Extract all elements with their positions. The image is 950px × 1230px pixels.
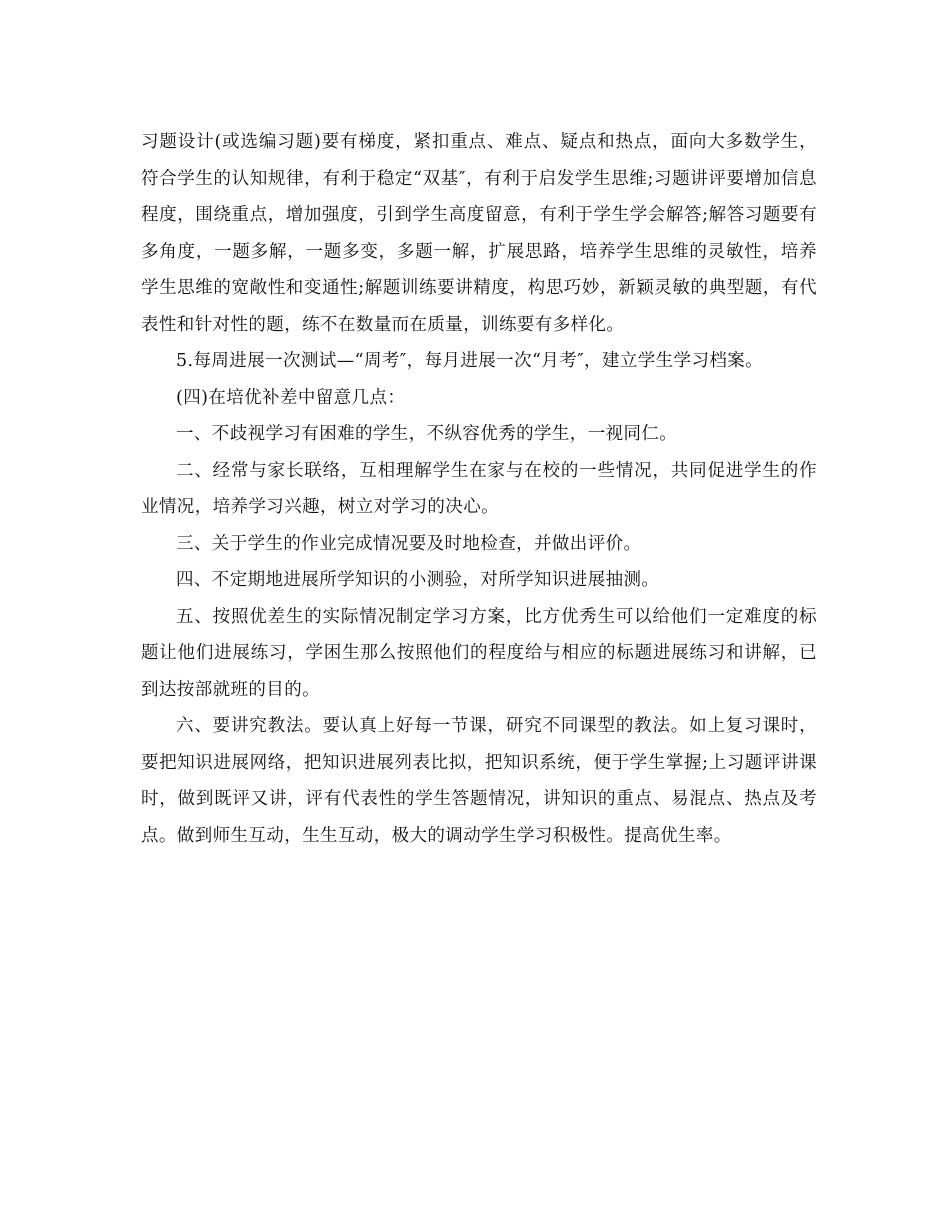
paragraph-point-six: 六、要讲究教法。要认真上好每一节课，研究不同课型的教法。如上复习课时，要把知识进展网络，把知识进展列表比拟，把知识系统，便于学生掌握;上习题评讲课时，做到既评又讲，评有代表性的学生答题情况，讲知识的重点、易混点、热点及考点。做到师生互动，生生互动，极大的调动学生学习积极性。提高优生率。 xyxy=(141,716,817,846)
paragraph-exercise-design: 习题设计(或选编习题)要有梯度，紧扣重点、难点、疑点和热点，面向大多数学生，符合学生的认知规律，有利于稳定“双基″，有利于启发学生思维;习题讲评要增加信息程度，围绕重点，增加强度，引到学生高度留意，有利于学生学会解答;解答习题要有多角度，一题多解，一题多变，多题一解，扩展思路，培养学生思维的灵敏性，培养学生思维的宽敞性和变通性;解题训练要讲精度，构思巧妙，新颖灵敏的典型题，有代表性和针对性的题，练不在数量而在质量，训练要有多样化。 xyxy=(141,132,817,335)
paragraph-weekly-test: 5.每周进展一次测试—“周考″，每月进展一次“月考″，建立学生学习档案。 xyxy=(176,351,764,371)
paragraph-point-four: 四、不定期地进展所学知识的小测验，对所学知识进展抽测。 xyxy=(176,570,660,590)
paragraph-section-heading: (四)在培优补差中留意几点： xyxy=(176,387,406,408)
paragraph-point-two: 二、经常与家长联络，互相理解学生在家与在校的一些情况，共同促进学生的作业情况，培养学习兴趣，树立对学习的决心。 xyxy=(141,460,817,517)
paragraph-point-three: 三、关于学生的作业完成情况要及时地检查，并做出评价。 xyxy=(176,533,642,554)
paragraph-point-five: 五、按照优差生的实际情况制定学习方案，比方优秀生可以给他们一定难度的标题让他们进展练习，学困生那么按照他们的程度给与相应的标题进展练习和讲解，已到达按部就班的目的。 xyxy=(141,606,817,700)
paragraph-point-one: 一、不歧视学习有困难的学生，不纵容优秀的学生，一视同仁。 xyxy=(176,424,678,444)
